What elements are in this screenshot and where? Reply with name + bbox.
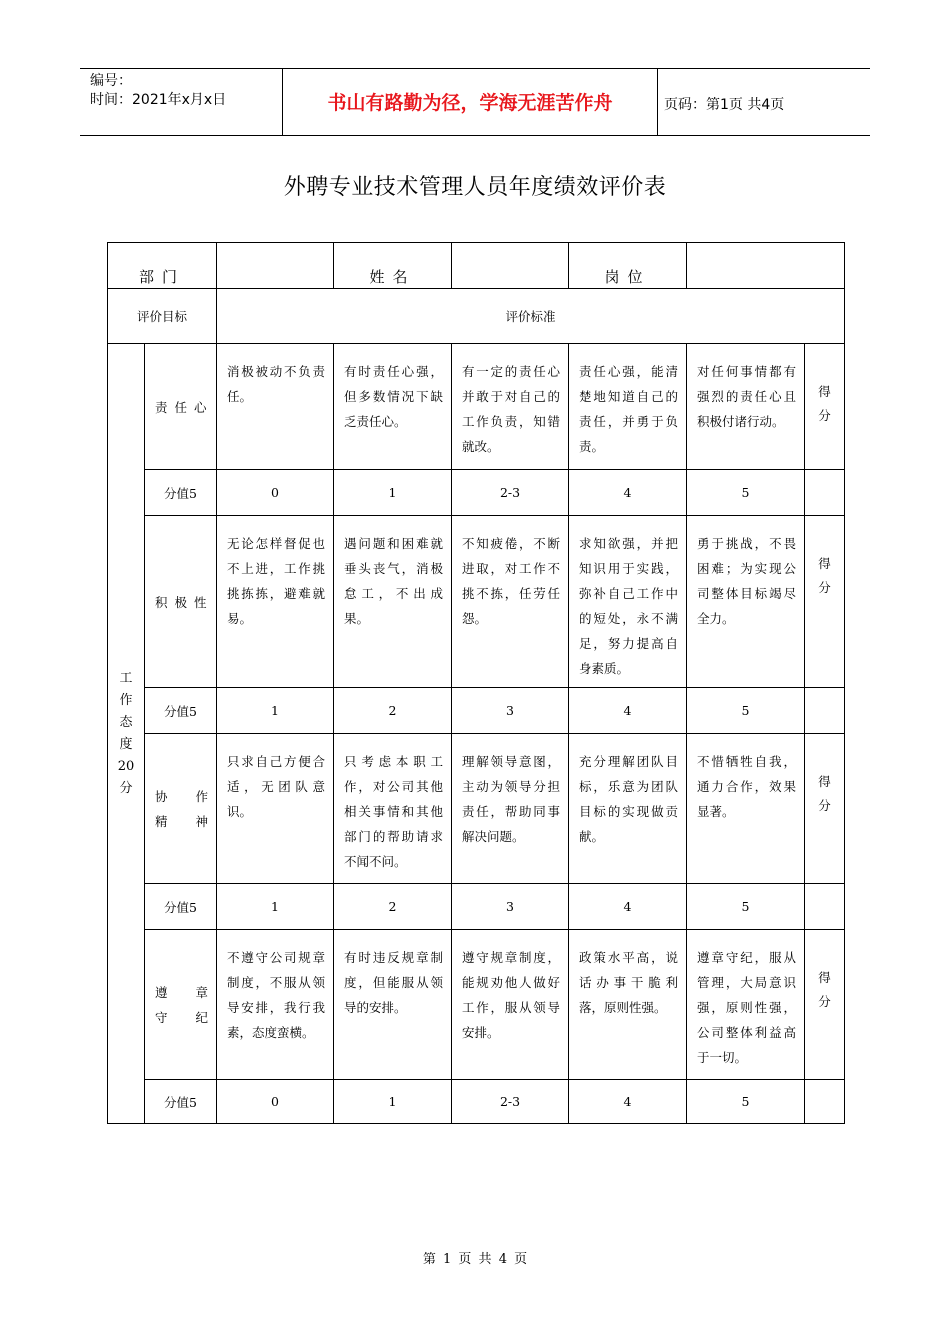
criterion-name-text: 积极性	[155, 594, 214, 610]
level-description: 只考虑本职工作，对公司其他相关事情和其他部门的帮助请求不闻不问。	[334, 734, 452, 884]
score-label-cell	[805, 516, 845, 688]
score-input-cell[interactable]	[805, 1080, 845, 1124]
level-description: 责任心强，能清楚地知道自己的责任，并勇于负责。	[569, 344, 687, 470]
score-row-label: 分值5	[145, 884, 217, 930]
level-description: 充分理解团队目标，乐意为团队目标的实现做贡献。	[569, 734, 687, 884]
level-description: 有时违反规章制度，但能服从领导的安排。	[334, 930, 452, 1080]
header-divider-left	[282, 69, 283, 135]
criterion-name-line	[155, 980, 208, 1005]
level-description: 只求自己方便合适，无团队意识。	[217, 734, 334, 884]
criterion-name-char: 纪	[195, 1009, 209, 1025]
score-label-char: 得	[818, 774, 831, 789]
criterion-row	[108, 734, 845, 884]
name-label: 姓名	[334, 243, 452, 289]
score-value: 4	[569, 1080, 687, 1124]
score-value: 0	[217, 470, 334, 516]
score-value: 5	[687, 470, 805, 516]
level-description: 不惜牺牲自我，通力合作，效果显著。	[687, 734, 805, 884]
dept-value[interactable]	[217, 243, 334, 289]
time-label: 时间：2021年x月x日	[90, 92, 227, 108]
score-row	[108, 884, 845, 930]
section-label-char: 度	[119, 736, 133, 752]
header-row	[108, 289, 845, 344]
score-row	[108, 688, 845, 734]
level-description: 理解领导意图，主动为领导分担责任，帮助同事解决问题。	[452, 734, 569, 884]
level-description: 求知欲强，并把知识用于实践，弥补自己工作中的短处，永不满足，努力提高自身素质。	[569, 516, 687, 688]
score-row-label: 分值5	[145, 470, 217, 516]
code-label: 编号：	[90, 73, 132, 89]
score-value: 1	[334, 470, 452, 516]
score-label-cell	[805, 344, 845, 470]
score-label-char: 分	[818, 580, 831, 595]
level-description: 勇于挑战，不畏困难；为实现公司整体目标竭尽全力。	[687, 516, 805, 688]
criterion-name-char: 作	[195, 788, 209, 804]
score-value: 2-3	[452, 470, 569, 516]
level-description: 遵章守纪，服从管理，大局意识强，原则性强，公司整体利益高于一切。	[687, 930, 805, 1080]
header-motto: 书山有路勤为径，学海无涯苦作舟	[327, 92, 613, 114]
header-top-rule	[80, 68, 870, 69]
criterion-name-char: 守	[155, 1009, 168, 1025]
level-description: 对任何事情都有强烈的责任心且积极付诸行动。	[687, 344, 805, 470]
section-label-char: 作	[119, 692, 133, 708]
score-value: 5	[687, 688, 805, 734]
score-value: 2	[334, 884, 452, 930]
score-row	[108, 470, 845, 516]
post-value[interactable]	[687, 243, 845, 289]
criterion-name-line	[155, 1005, 208, 1030]
header-bottom-rule	[80, 135, 870, 136]
level-description: 不遵守公司规章制度，不服从领导安排，我行我素，态度蛮横。	[217, 930, 334, 1080]
score-row-label: 分值5	[145, 1080, 217, 1124]
name-value[interactable]	[452, 243, 569, 289]
score-label-char: 得	[818, 556, 831, 571]
dept-label: 部门	[108, 243, 217, 289]
score-input-cell[interactable]	[805, 884, 845, 930]
header-info	[90, 72, 226, 110]
criterion-row	[108, 344, 845, 470]
score-value: 5	[687, 884, 805, 930]
criterion-name-char: 章	[195, 984, 209, 1000]
level-description: 有时责任心强，但多数情况下缺乏责任心。	[334, 344, 452, 470]
score-label-cell	[805, 734, 845, 884]
score-input-cell[interactable]	[805, 688, 845, 734]
document-title: 外聘专业技术管理人员年度绩效评价表	[283, 175, 667, 200]
score-value: 1	[217, 884, 334, 930]
criterion-name	[145, 516, 217, 688]
criterion-name	[145, 734, 217, 884]
score-label-char: 得	[818, 970, 831, 985]
level-description: 遵守规章制度，能规劝他人做好工作，服从领导安排。	[452, 930, 569, 1080]
page-indicator: 页码：第1页 共4页	[664, 97, 785, 113]
level-description: 不知疲倦，不断进取，对工作不挑不拣，任劳任怨。	[452, 516, 569, 688]
section-label-char: 20	[117, 758, 135, 774]
score-input-cell[interactable]	[805, 470, 845, 516]
score-row	[108, 1080, 845, 1124]
score-value: 4	[569, 884, 687, 930]
criterion-name-line	[155, 809, 208, 834]
level-description: 消极被动不负责任。	[217, 344, 334, 470]
standard-header: 评价标准	[217, 289, 845, 344]
score-label-char: 分	[818, 408, 831, 423]
section-label	[108, 344, 145, 1124]
score-value: 1	[217, 688, 334, 734]
score-value: 1	[334, 1080, 452, 1124]
section-label-char: 态	[119, 714, 133, 730]
score-value: 2	[334, 688, 452, 734]
score-value: 5	[687, 1080, 805, 1124]
score-label-cell	[805, 930, 845, 1080]
criterion-name-char: 神	[195, 813, 209, 829]
criterion-name-text: 责任心	[155, 399, 214, 415]
criterion-name-char: 遵	[155, 984, 168, 1000]
header-divider-right	[657, 69, 658, 135]
criterion-name-char: 精	[155, 813, 168, 829]
score-value: 0	[217, 1080, 334, 1124]
score-value: 2-3	[452, 1080, 569, 1124]
level-description: 有一定的责任心并敢于对自己的工作负责，知错就改。	[452, 344, 569, 470]
score-label-char: 分	[818, 994, 831, 1009]
score-value: 4	[569, 688, 687, 734]
level-description: 无论怎样督促也不上进，工作挑挑拣拣，避难就易。	[217, 516, 334, 688]
evaluation-table	[107, 242, 845, 1124]
goal-header: 评价目标	[108, 289, 217, 344]
score-value: 4	[569, 470, 687, 516]
score-label-char: 分	[818, 798, 831, 813]
criterion-name-line	[155, 784, 208, 809]
criterion-row	[108, 516, 845, 688]
section-label-char: 分	[119, 780, 133, 796]
level-description: 遇问题和困难就垂头丧气，消极怠工，不出成果。	[334, 516, 452, 688]
page-footer: 第 1 页 共 4 页	[422, 1252, 528, 1267]
level-description: 政策水平高，说话办事干脆利落，原则性强。	[569, 930, 687, 1080]
score-label-char: 得	[818, 384, 831, 399]
section-label-char: 工	[119, 670, 133, 686]
score-row-label: 分值5	[145, 688, 217, 734]
score-value: 3	[452, 884, 569, 930]
criterion-row	[108, 930, 845, 1080]
criterion-name-char: 协	[155, 788, 168, 804]
info-row	[108, 243, 845, 289]
criterion-name	[145, 344, 217, 470]
post-label: 岗位	[569, 243, 687, 289]
criterion-name	[145, 930, 217, 1080]
score-value: 3	[452, 688, 569, 734]
